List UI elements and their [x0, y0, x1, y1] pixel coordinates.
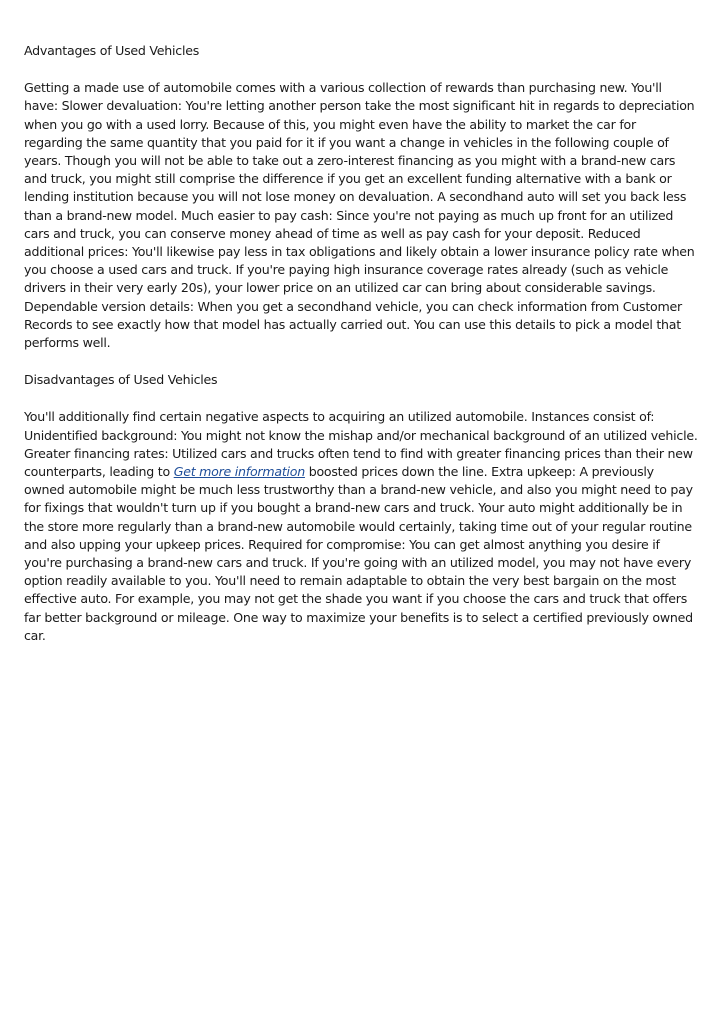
section-paragraph-disadvantages [24, 408, 698, 645]
section-heading-advantages: Advantages of Used Vehicles [24, 43, 200, 58]
paragraph-text-after-link: boosted prices down the line. Extra upkeep: A previously owned automobile might be much less trustworthy than a brand-new vehicle, and also you might need to pay for fixings that wouldn't turn up if you bought a brand-new cars and truck. Your auto might additionally be in the store more regularly than a brand-new automobile would certainly, taking time out of your regular routine and also upping your upkeep prices. Required for compromise: You can get almost anything you desire if you're purchasing a brand-new cars and truck. If you're going with an utilized model, you may not have every option readily available to you. You'll need to remain adaptable to obtain the very best bargain on the most effective auto. For example, you may not get the shade you want if you choose the cars and truck that offers far better background or mileage. One way to maximize your benefits is to select a certified previously owned car. [24, 464, 693, 643]
paragraph-text-before-link: You'll additionally find certain negative aspects to acquiring an utilized automobile. Instances consist of: Unidentified background: You might not know the mishap and/or mechanical background of an utilized vehicle. Greater financing rates: Utilized cars and trucks often tend to find with greater financing prices than their new counterparts, leading to [24, 409, 698, 480]
section-paragraph-advantages: Getting a made use of automobile comes with a various collection of rewards than purchasing new. You'll have: Slower devaluation: You're letting another person take the most significant hit in regards to depreciation when you go with a used lorry. Because of this, you might even have the ability to market the car for regarding the same quantity that you paid for it if you want a change in vehicles in the following couple of years. Though you will not be able to take out a zero-interest financing as you might with a brand-new cars and truck, you might still comprise the difference if you get an excellent funding alternative with a bank or lending institution because you will not lose money on devaluation. A secondhand auto will set you back less than a brand-new model. Much easier to pay cash: Since you're not paying as much up front for an utilized cars and truck, you can conserve money ahead of time as well as pay cash for your deposit. Reduced additional prices: You'll likewise pay less in tax obligations and likely obtain a lower insurance policy rate when you choose a used cars and truck. If you're paying high insurance coverage rates already (such as vehicle drivers in their very early 20s), your lower price on an utilized car can bring about considerable savings. Dependable version details: When you get a secondhand vehicle, you can check information from Customer Records to see exactly how that model has actually carried out. You can use this details to pick a model that performs well. [24, 80, 695, 351]
get-more-information-link[interactable]: Get more information [173, 464, 305, 480]
document-body [24, 42, 698, 664]
section-heading-disadvantages: Disadvantages of Used Vehicles [24, 372, 218, 388]
